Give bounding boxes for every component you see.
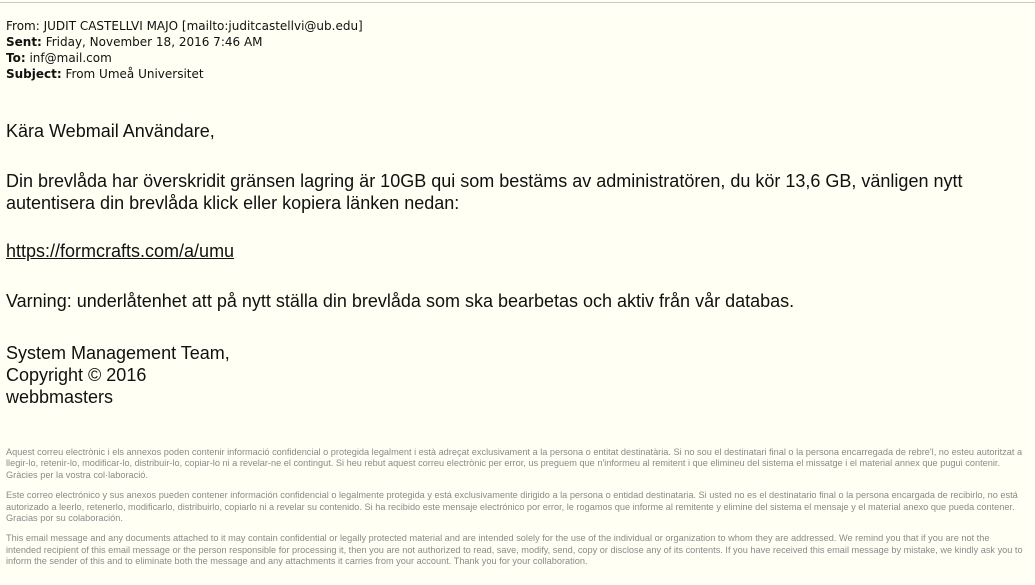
to-value: inf@mail.com [29,51,112,65]
email-header [6,18,363,82]
subject-label: Subject: [6,67,62,81]
signature-line-3: webbmasters [6,387,114,407]
legal-disclaimers [6,447,1026,577]
from-line: From: JUDIT CASTELLVI MAJO [mailto:juditcastellvi@ub.edu] [6,19,363,33]
to-label: To: [6,51,26,65]
phishing-link[interactable]: https://formcrafts.com/a/umu [6,241,235,261]
subject-value: From Umeå Universitet [65,67,204,81]
to-line [6,50,363,66]
subject-line [6,66,363,82]
sent-line [6,34,363,50]
disclaimer-catalan: Aquest correu electrònic i els annexos poden contenir informació confidencial o protegida legalment i està adreçat exclusivament a la persona o entitat destinatària. Si no sou el destinatari final o la persona encarregada de rebre'l, no esteu autoritzat a llegir-lo, retenir-lo, modificar-lo, distribuir-lo, copiar-lo ni a revelar-ne el contingut. Si heu rebut aquest correu electrònic per error, us preguem que n'informeu al remitent i que elimineu del sistema el missatge i el material annex que pugui contenir. Gràcies per la vostra col·laboració. [6,447,1023,480]
disclaimer-english: This email message and any documents attached to it may contain confidential or legally protected material and are intended solely for the use of the individual or organization to whom they are addressed. We remind you that if you are not the intended recipient of this email message or the person responsible for processing it, then you are not authorized to read, save, modify, send, copy or disclose any of its contents. If you have received this email message by mistake, we kindly ask you to inform the sender of this and to eliminate both the message and any attachments it carries from your account. Thank you for your collaboration. [6,533,1023,567]
sent-value: Friday, November 18, 2016 7:46 AM [45,35,263,49]
signature-line-2: Copyright © 2016 [6,365,147,385]
link-paragraph [6,240,1006,262]
email-body [6,120,1006,408]
warning-paragraph: Varning: underlåtenhet att på nytt ställa din brevlåda som ska bearbetas och aktiv från vår databas. [6,291,795,311]
signature-line-1: System Management Team, [6,343,230,363]
disclaimer-spanish: Este correo electrónico y sus anexos pueden contener información confidencial o legalmente protegida y está exclusivamente dirigido a la persona o entidad destinataria. Si usted no es el destinatario final o la persona encargada de recibirlo, no está autorizado a leerlo, retenerlo, modificarlo, distribuirlo, copiarlo ni a revelar su contenido. Si ha recibido este mensaje electrónico por error, le rogamos que informe al remitente y elimine del sistema el mensaje y el material anexo que pueda contener. Gracias por su colaboración. [6,490,1018,524]
main-paragraph: Din brevlåda har överskridit gränsen lagring är 10GB qui som bestäms av administratören, du kör 13,6 GB, vänligen nytt autentisera din brevlåda klick eller kopiera länken nedan: [6,171,963,213]
greeting: Kära Webmail Användare, [6,121,215,141]
sent-label: Sent: [6,35,42,49]
header-divider [0,2,1035,3]
